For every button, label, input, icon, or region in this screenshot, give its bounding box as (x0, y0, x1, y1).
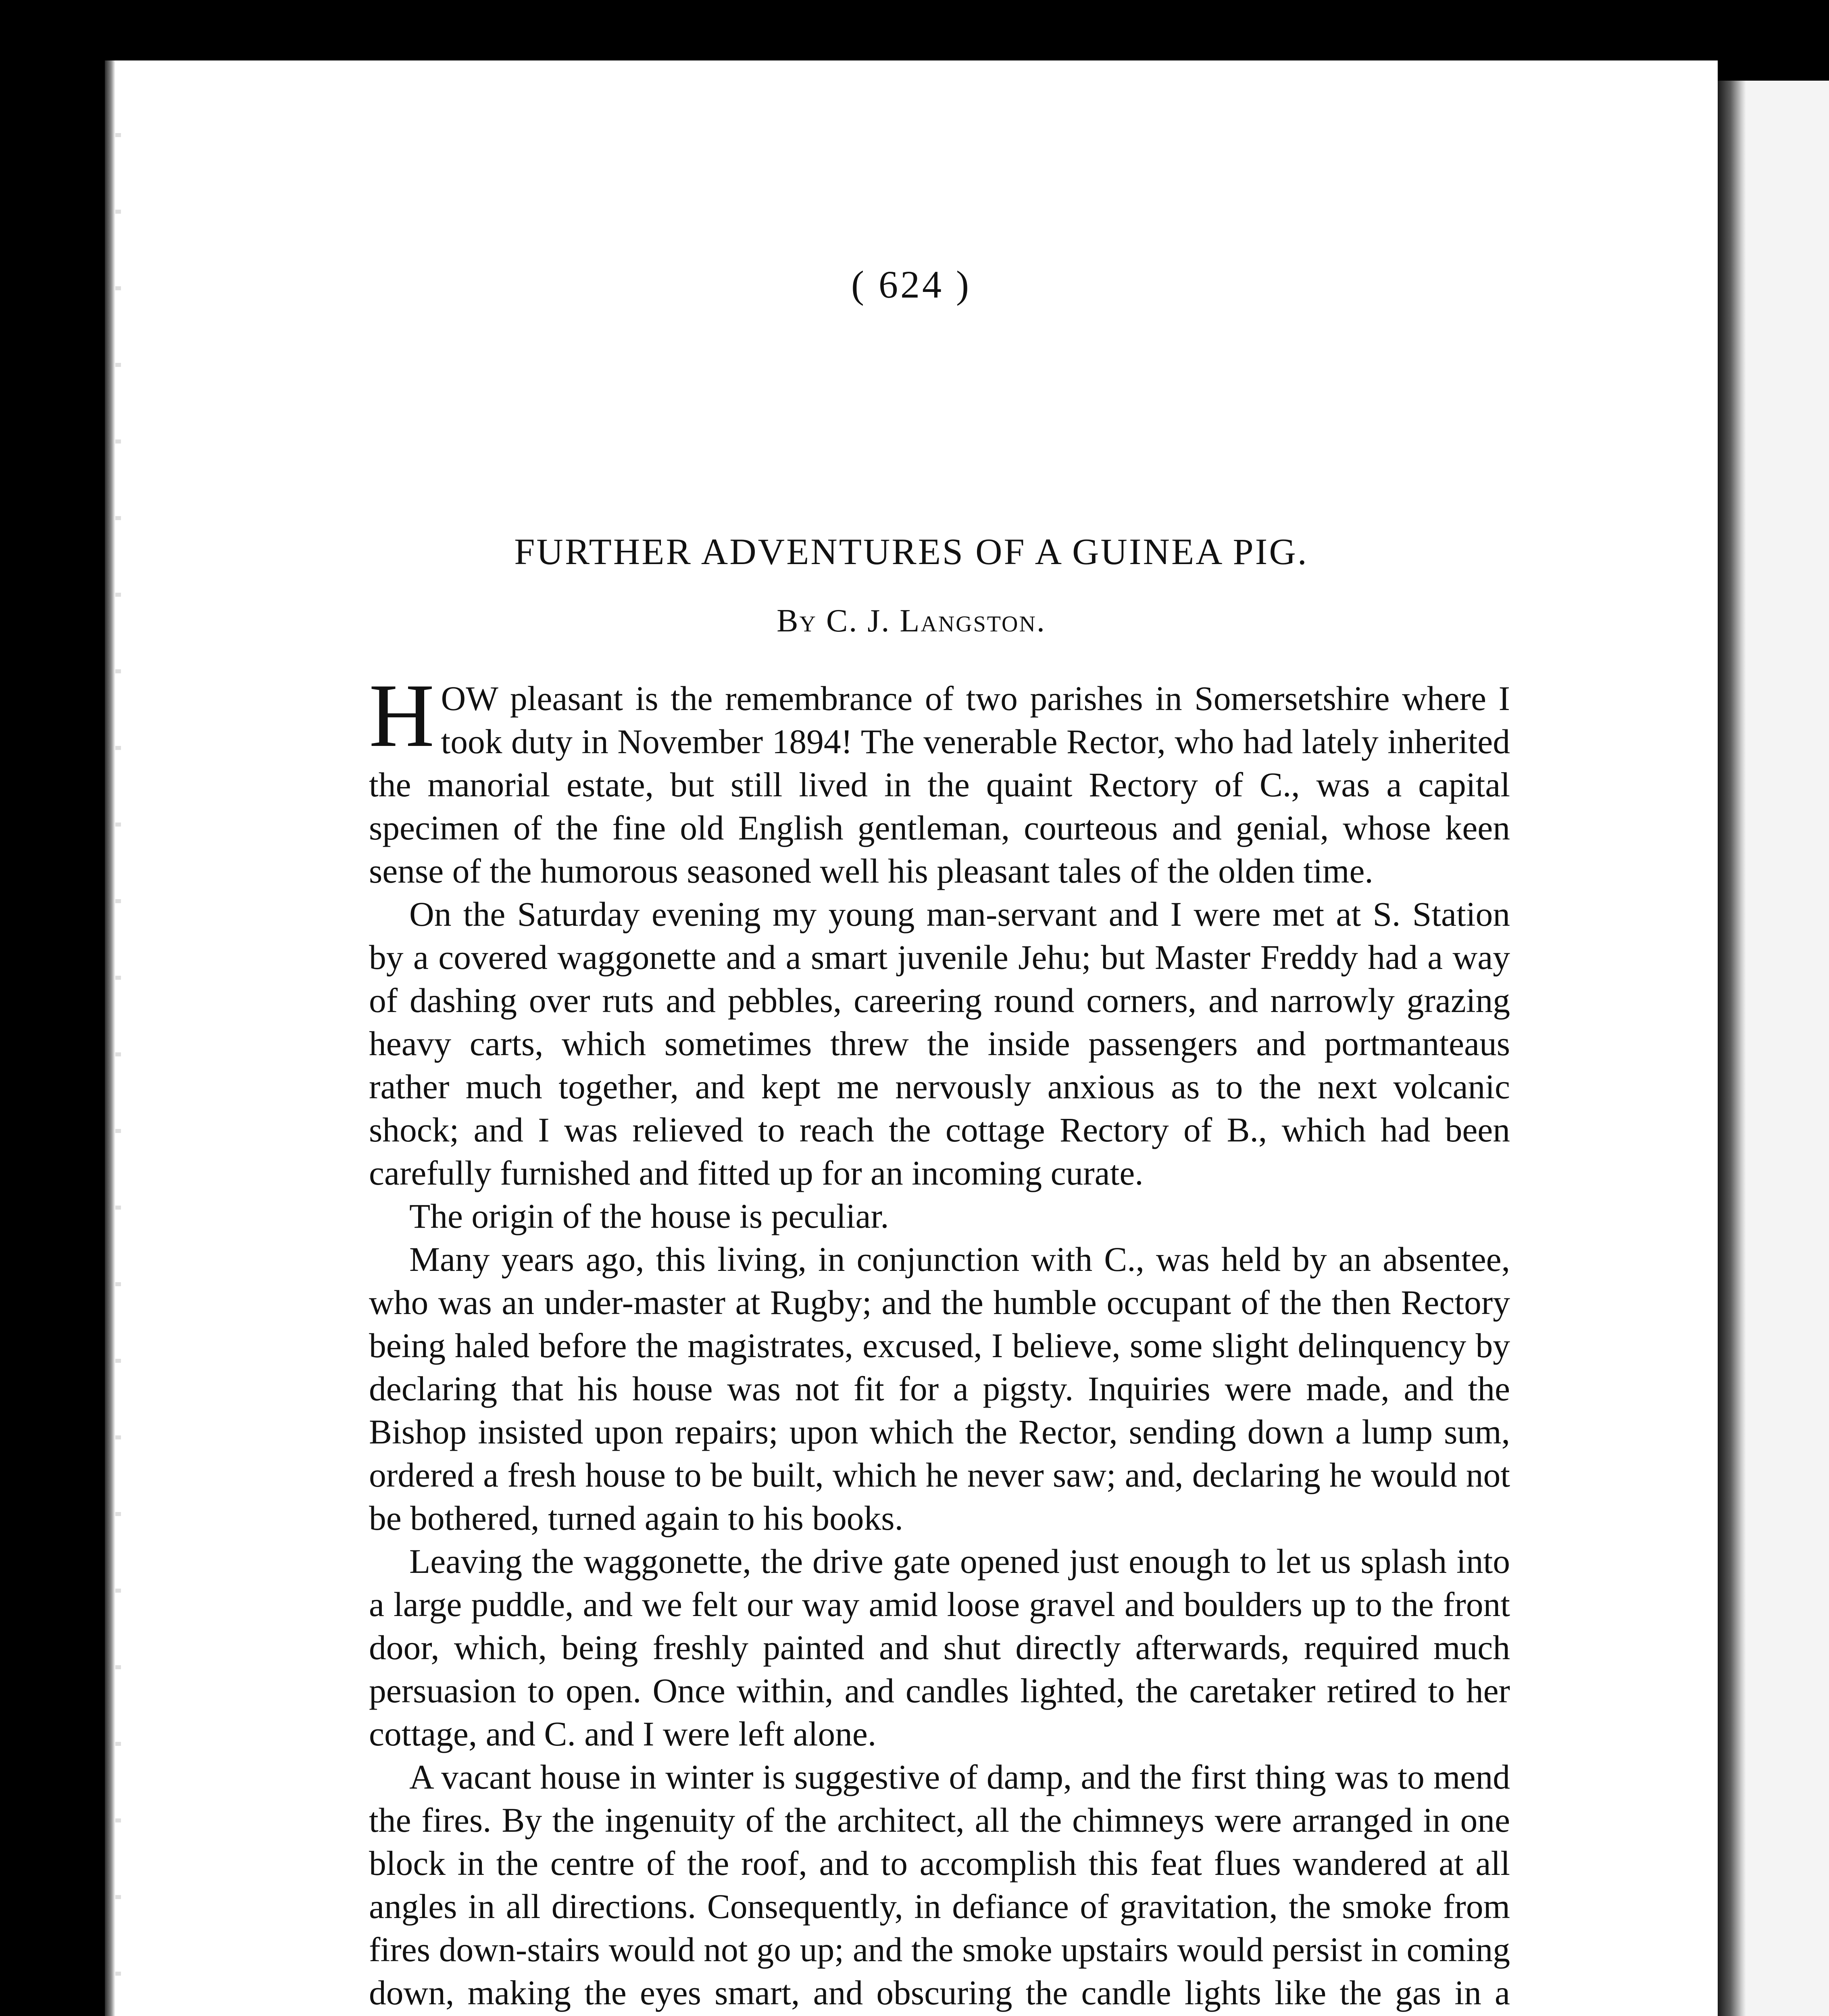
page-binding-edge (105, 60, 115, 2016)
adjacent-page-gutter (1718, 81, 1746, 2016)
page-edge-marks (115, 60, 121, 2016)
article-paragraph: The origin of the house is peculiar. (409, 1198, 889, 1235)
article-paragraph (369, 665, 1510, 893)
article-paragraph: A vacant house in winter is suggestive of damp, and the first thing was to mend the fires. By the ingenuity of the architect, all the chimneys were arranged in one block in the centre of the roof, and to accomplish this feat flues wandered at all angles in all directions. Consequently, in defiance of gravitation, the smoke from fires down-stairs would not go up; and the smoke upstairs would persist in coming down, making the eyes smart, and obscuring the candle lights like the gas in a (369, 1758, 1510, 2012)
adjacent-page-edge (1718, 81, 1829, 2016)
article-paragraph: Many years ago, this living, in conjunction with C., was held by an absentee, who was an under-master at Rugby; and the humble occupant of the then Rectory being haled before the magistrates, excused, I believe, some slight delinquency by declaring that his house was not fit for a pigsty. Inquiries were made, and the Bishop insisted upon repairs; upon which the Rector, sending down a lump sum, ordered a fresh house to be built, which he never saw; and, declaring he would not be bothered, turned again to his books. (369, 1241, 1510, 1537)
article-paragraph: Leaving the waggonette, the drive gate opened just enough to let us splash into a large puddle, and we felt our way amid loose gravel and boulders up to the front door, which, being freshly painted and shut directly afterwards, required much persuasion to open. Once within, and candles lighted, the caretaker retired to her cottage, and C. and I were left alone. (369, 1543, 1510, 1753)
paragraph-text: OW pleasant is the remembrance of two parishes in Somersetshire where I took duty in November 1894! The venerable Rector, who had lately inherited the manorial estate, but still lived in the quaint Rectory of C., was a capital specimen of the fine old English gentleman, courteous and genial, whose keen sense of the humorous seasoned well his pleasant tales of the olden time. (369, 680, 1510, 890)
scanned-page (105, 60, 1718, 2016)
page-number: ( 624 ) (851, 263, 971, 306)
drop-cap: H (369, 665, 435, 766)
article-title: FURTHER ADVENTURES OF A GUINEA PIG. (514, 531, 1308, 572)
article-byline: By C. J. Langston. (777, 603, 1046, 639)
article-paragraph: On the Saturday evening my young man-servant and I were met at S. Station by a covered waggonette and a smart juvenile Jehu; but Master Freddy had a way of dashing over ruts and pebbles, careering round corners, and narrowly grazing heavy carts, which sometimes threw the inside passengers and portmanteaus rather much together, and kept me nervously anxious as to the next volcanic shock; and I was relieved to reach the cottage Rectory of B., which had been carefully furnished and fitted up for an incoming curate. (369, 896, 1510, 1192)
article-body (369, 665, 1510, 2016)
